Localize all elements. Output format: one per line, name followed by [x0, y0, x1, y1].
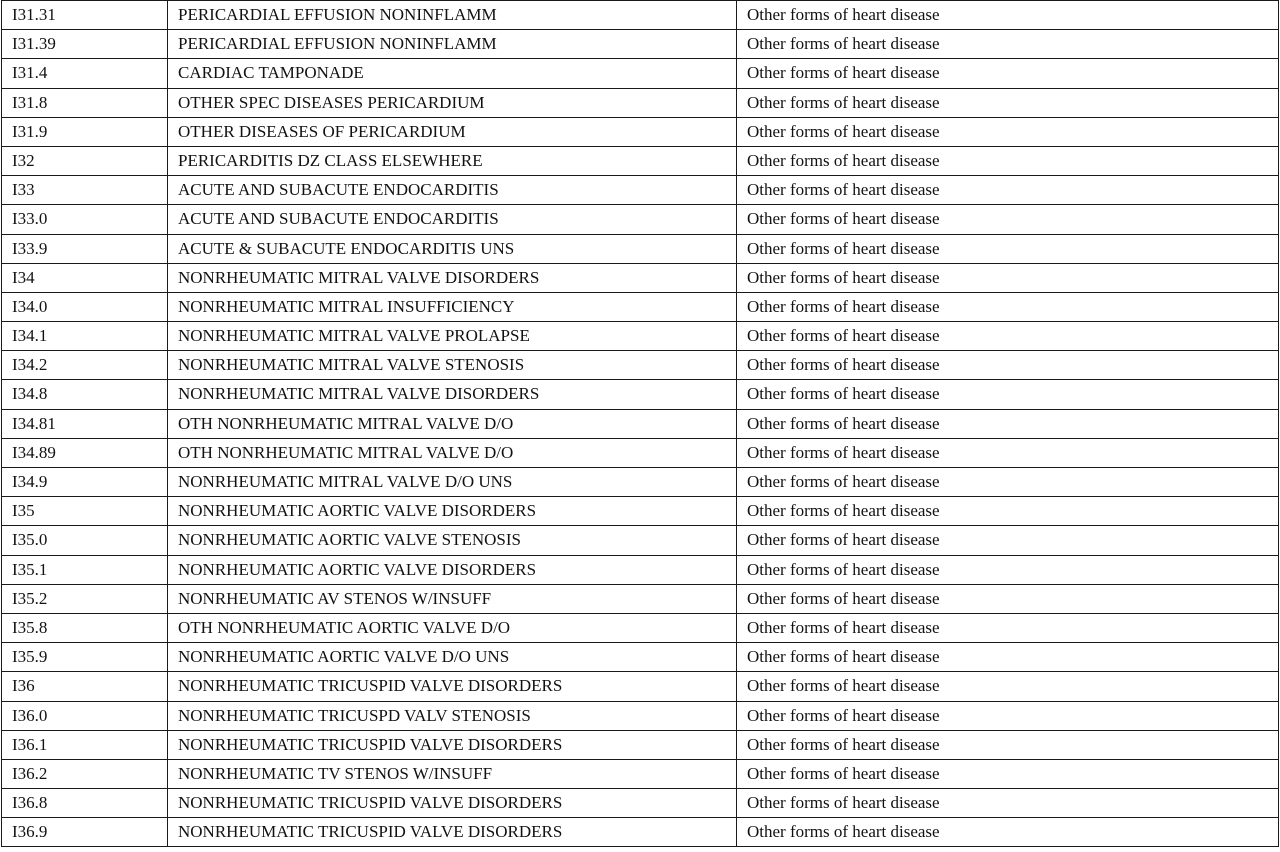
- category-cell: Other forms of heart disease: [737, 730, 1279, 759]
- table-row: [2, 409, 1279, 438]
- code-cell: I34: [2, 263, 168, 292]
- code-cell: I32: [2, 146, 168, 175]
- category-cell: Other forms of heart disease: [737, 234, 1279, 263]
- table-row: [2, 613, 1279, 642]
- table-row: [2, 759, 1279, 788]
- table-row: [2, 380, 1279, 409]
- description-cell: NONRHEUMATIC AORTIC VALVE D/O UNS: [168, 643, 737, 672]
- category-cell: Other forms of heart disease: [737, 438, 1279, 467]
- table-row: [2, 789, 1279, 818]
- code-cell: I34.9: [2, 468, 168, 497]
- category-cell: Other forms of heart disease: [737, 613, 1279, 642]
- description-cell: NONRHEUMATIC MITRAL VALVE STENOSIS: [168, 351, 737, 380]
- table-row: [2, 818, 1279, 847]
- code-cell: I35: [2, 497, 168, 526]
- description-cell: NONRHEUMATIC AORTIC VALVE DISORDERS: [168, 497, 737, 526]
- description-cell: OTH NONRHEUMATIC MITRAL VALVE D/O: [168, 409, 737, 438]
- code-cell: I36.9: [2, 818, 168, 847]
- table-row: [2, 438, 1279, 467]
- table-row: [2, 672, 1279, 701]
- category-cell: Other forms of heart disease: [737, 30, 1279, 59]
- table-row: [2, 234, 1279, 263]
- category-cell: Other forms of heart disease: [737, 818, 1279, 847]
- description-cell: OTHER SPEC DISEASES PERICARDIUM: [168, 88, 737, 117]
- description-cell: OTHER DISEASES OF PERICARDIUM: [168, 117, 737, 146]
- description-cell: NONRHEUMATIC MITRAL INSUFFICIENCY: [168, 292, 737, 321]
- description-cell: CARDIAC TAMPONADE: [168, 59, 737, 88]
- description-cell: NONRHEUMATIC TRICUSPID VALVE DISORDERS: [168, 818, 737, 847]
- table-row: [2, 117, 1279, 146]
- description-cell: OTH NONRHEUMATIC MITRAL VALVE D/O: [168, 438, 737, 467]
- code-cell: I34.1: [2, 322, 168, 351]
- code-cell: I31.4: [2, 59, 168, 88]
- code-cell: I31.8: [2, 88, 168, 117]
- category-cell: Other forms of heart disease: [737, 701, 1279, 730]
- category-cell: Other forms of heart disease: [737, 59, 1279, 88]
- table-row: [2, 30, 1279, 59]
- code-cell: I36: [2, 672, 168, 701]
- table-row: [2, 555, 1279, 584]
- table-row: [2, 292, 1279, 321]
- description-cell: NONRHEUMATIC TV STENOS W/INSUFF: [168, 759, 737, 788]
- description-cell: OTH NONRHEUMATIC AORTIC VALVE D/O: [168, 613, 737, 642]
- category-cell: Other forms of heart disease: [737, 672, 1279, 701]
- table-row: [2, 497, 1279, 526]
- description-cell: NONRHEUMATIC MITRAL VALVE PROLAPSE: [168, 322, 737, 351]
- code-cell: I34.81: [2, 409, 168, 438]
- table-row: [2, 351, 1279, 380]
- category-cell: Other forms of heart disease: [737, 292, 1279, 321]
- category-cell: Other forms of heart disease: [737, 497, 1279, 526]
- code-cell: I33.0: [2, 205, 168, 234]
- description-cell: PERICARDIAL EFFUSION NONINFLAMM: [168, 1, 737, 30]
- code-cell: I34.89: [2, 438, 168, 467]
- category-cell: Other forms of heart disease: [737, 263, 1279, 292]
- description-cell: NONRHEUMATIC TRICUSPID VALVE DISORDERS: [168, 789, 737, 818]
- description-cell: ACUTE AND SUBACUTE ENDOCARDITIS: [168, 205, 737, 234]
- table-row: [2, 59, 1279, 88]
- category-cell: Other forms of heart disease: [737, 322, 1279, 351]
- category-cell: Other forms of heart disease: [737, 789, 1279, 818]
- table-row: [2, 176, 1279, 205]
- description-cell: NONRHEUMATIC TRICUSPID VALVE DISORDERS: [168, 672, 737, 701]
- category-cell: Other forms of heart disease: [737, 205, 1279, 234]
- description-cell: PERICARDIAL EFFUSION NONINFLAMM: [168, 30, 737, 59]
- table-row: [2, 730, 1279, 759]
- description-cell: ACUTE AND SUBACUTE ENDOCARDITIS: [168, 176, 737, 205]
- code-cell: I35.2: [2, 584, 168, 613]
- table-body: [2, 1, 1279, 847]
- category-cell: Other forms of heart disease: [737, 759, 1279, 788]
- code-cell: I31.31: [2, 1, 168, 30]
- category-cell: Other forms of heart disease: [737, 380, 1279, 409]
- description-cell: ACUTE & SUBACUTE ENDOCARDITIS UNS: [168, 234, 737, 263]
- code-cell: I36.8: [2, 789, 168, 818]
- code-cell: I36.2: [2, 759, 168, 788]
- table-row: [2, 322, 1279, 351]
- table-row: [2, 263, 1279, 292]
- description-cell: NONRHEUMATIC AORTIC VALVE DISORDERS: [168, 555, 737, 584]
- icd-code-table: [1, 0, 1279, 847]
- description-cell: NONRHEUMATIC TRICUSPID VALVE DISORDERS: [168, 730, 737, 759]
- table-row: [2, 205, 1279, 234]
- code-cell: I34.8: [2, 380, 168, 409]
- table-row: [2, 468, 1279, 497]
- code-cell: I34.2: [2, 351, 168, 380]
- description-cell: NONRHEUMATIC AORTIC VALVE STENOSIS: [168, 526, 737, 555]
- category-cell: Other forms of heart disease: [737, 643, 1279, 672]
- code-cell: I31.39: [2, 30, 168, 59]
- category-cell: Other forms of heart disease: [737, 117, 1279, 146]
- description-cell: NONRHEUMATIC MITRAL VALVE D/O UNS: [168, 468, 737, 497]
- code-cell: I35.8: [2, 613, 168, 642]
- code-cell: I36.1: [2, 730, 168, 759]
- category-cell: Other forms of heart disease: [737, 1, 1279, 30]
- description-cell: PERICARDITIS DZ CLASS ELSEWHERE: [168, 146, 737, 175]
- description-cell: NONRHEUMATIC MITRAL VALVE DISORDERS: [168, 380, 737, 409]
- table-row: [2, 701, 1279, 730]
- code-cell: I35.1: [2, 555, 168, 584]
- description-cell: NONRHEUMATIC MITRAL VALVE DISORDERS: [168, 263, 737, 292]
- category-cell: Other forms of heart disease: [737, 584, 1279, 613]
- description-cell: NONRHEUMATIC AV STENOS W/INSUFF: [168, 584, 737, 613]
- category-cell: Other forms of heart disease: [737, 176, 1279, 205]
- table-row: [2, 526, 1279, 555]
- category-cell: Other forms of heart disease: [737, 351, 1279, 380]
- category-cell: Other forms of heart disease: [737, 88, 1279, 117]
- code-cell: I36.0: [2, 701, 168, 730]
- table-row: [2, 88, 1279, 117]
- code-cell: I35.0: [2, 526, 168, 555]
- category-cell: Other forms of heart disease: [737, 409, 1279, 438]
- description-cell: NONRHEUMATIC TRICUSPD VALV STENOSIS: [168, 701, 737, 730]
- code-cell: I33.9: [2, 234, 168, 263]
- category-cell: Other forms of heart disease: [737, 555, 1279, 584]
- code-cell: I34.0: [2, 292, 168, 321]
- table-row: [2, 1, 1279, 30]
- code-cell: I35.9: [2, 643, 168, 672]
- category-cell: Other forms of heart disease: [737, 526, 1279, 555]
- code-cell: I31.9: [2, 117, 168, 146]
- code-cell: I33: [2, 176, 168, 205]
- table-row: [2, 146, 1279, 175]
- category-cell: Other forms of heart disease: [737, 146, 1279, 175]
- table-row: [2, 584, 1279, 613]
- category-cell: Other forms of heart disease: [737, 468, 1279, 497]
- table-row: [2, 643, 1279, 672]
